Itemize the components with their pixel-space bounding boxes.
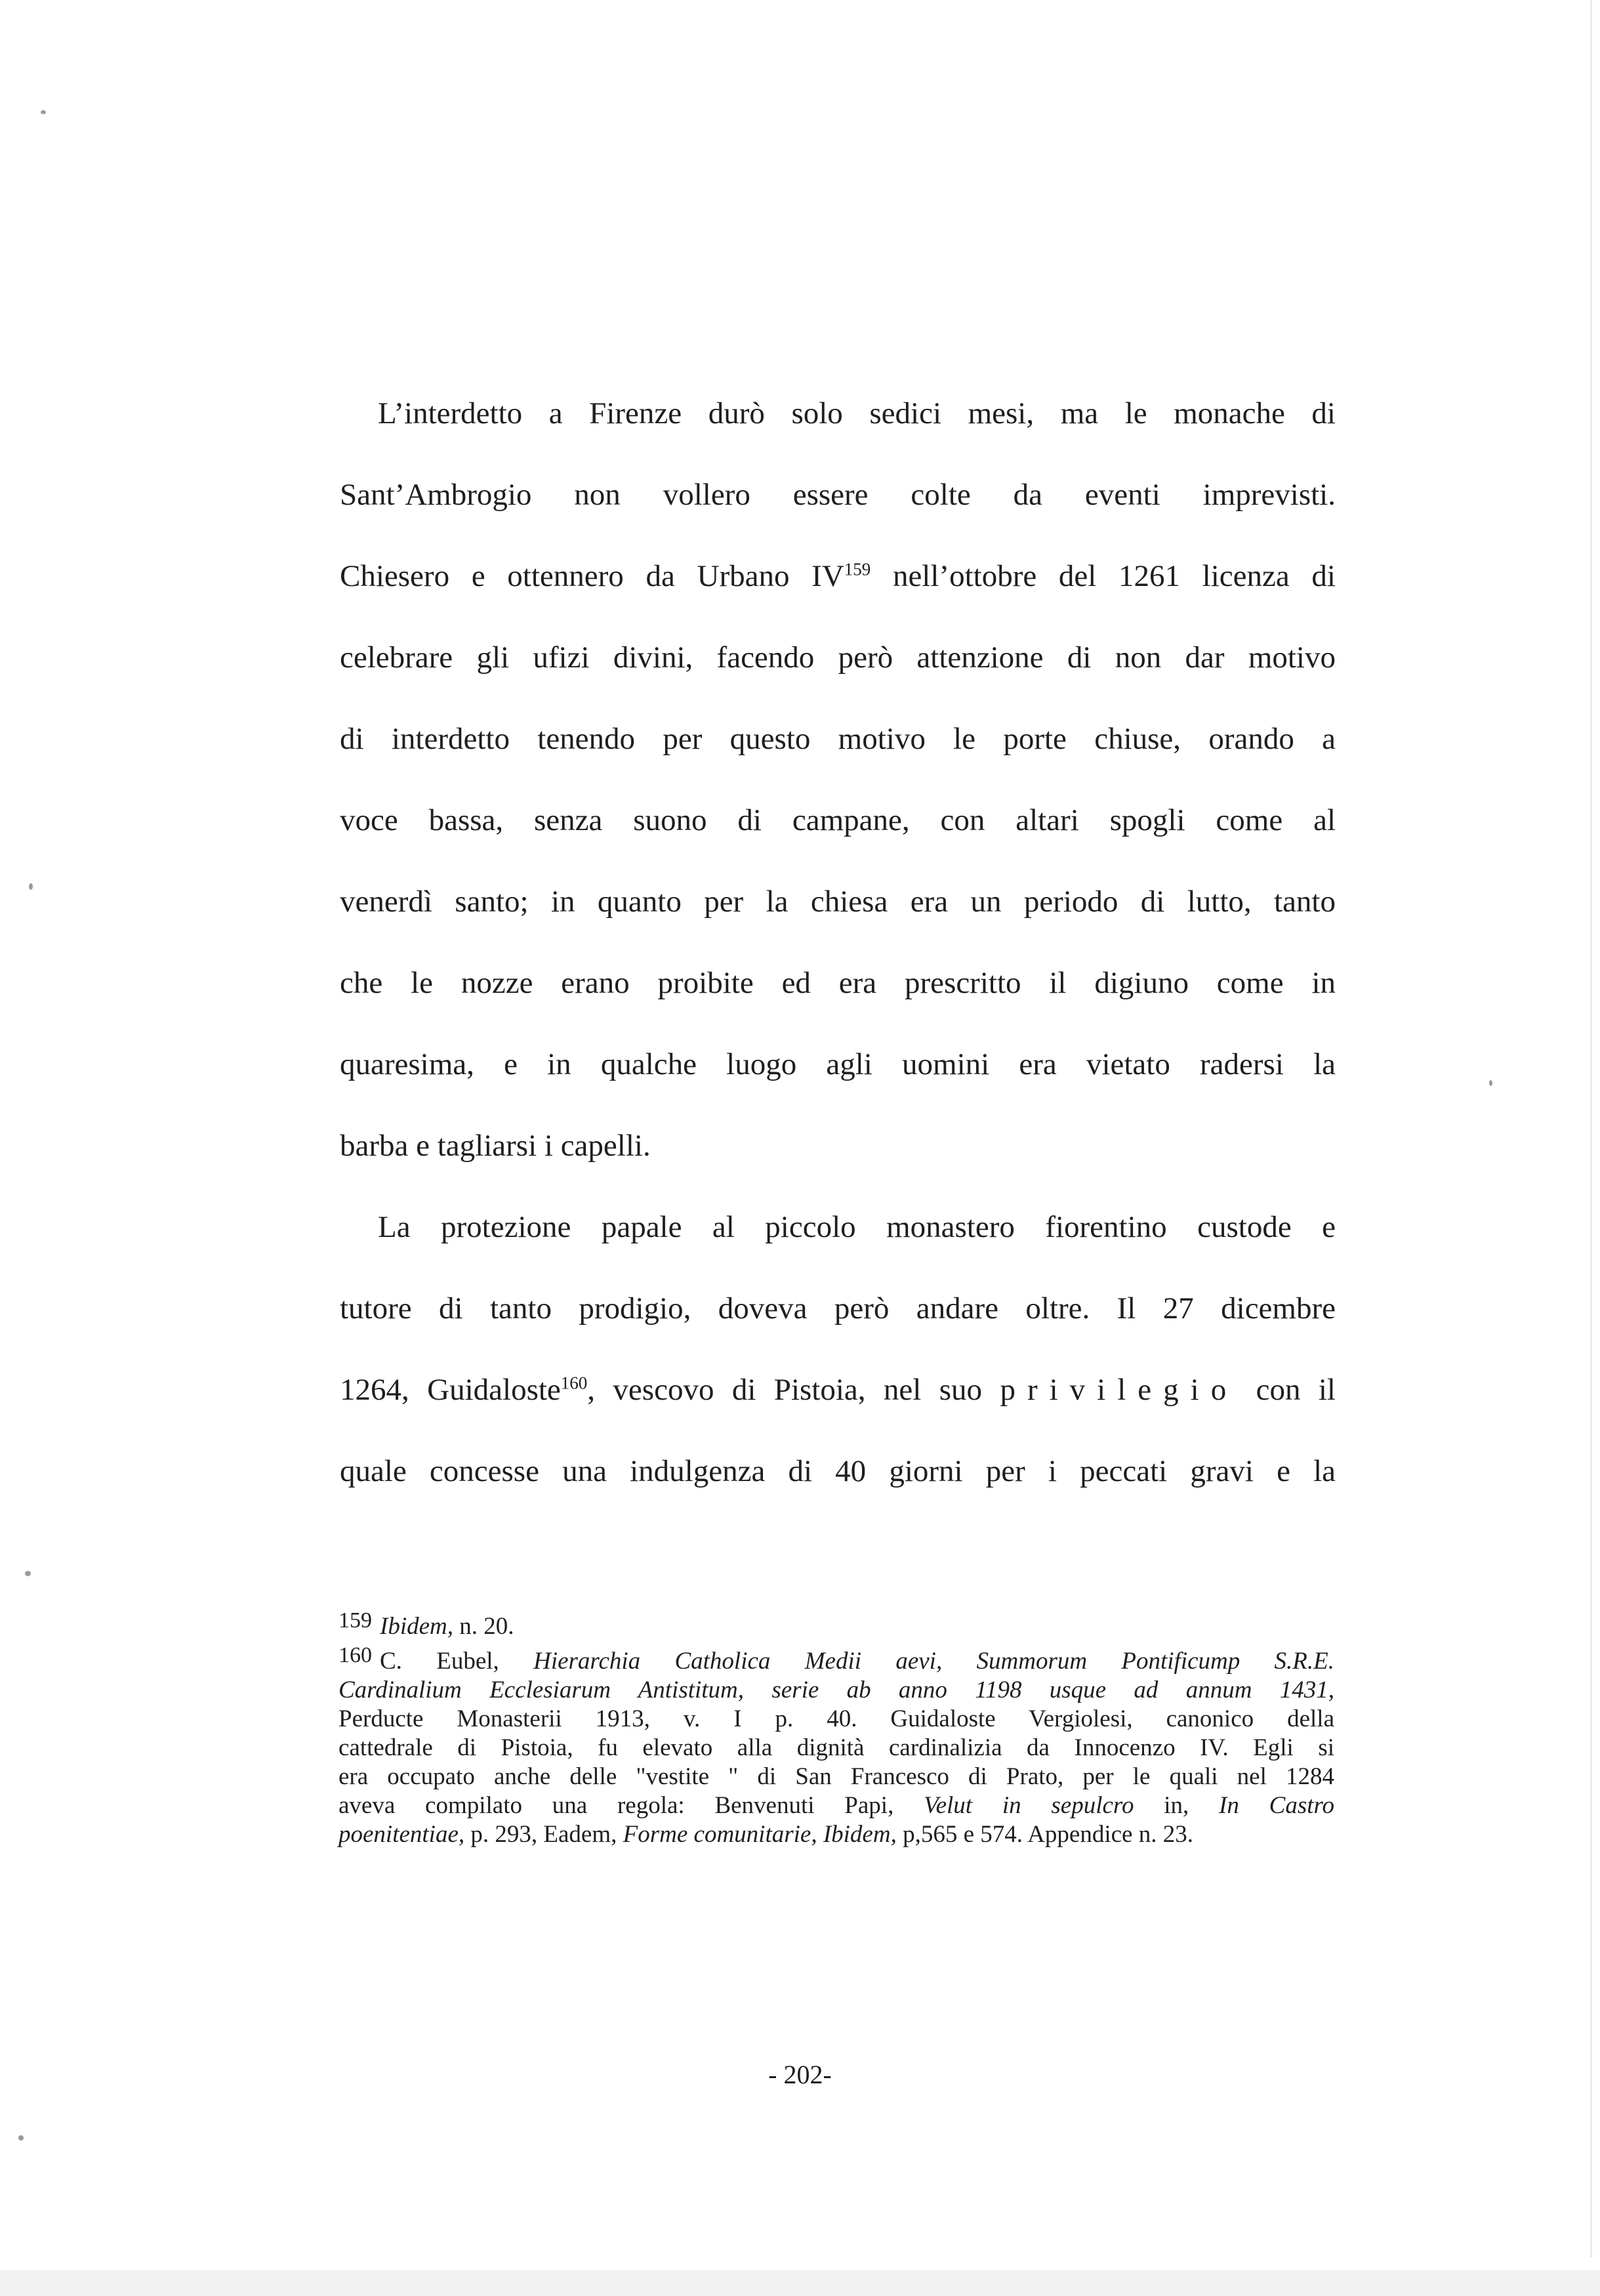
footnote-line: Perducte Monasterii 1913, v. I p. 40. Guidaloste Vergiolesi, canonico della <box>338 1705 1334 1732</box>
text-line: di interdetto tenendo per questo motivo le porte chiuse, orando a <box>340 722 1336 756</box>
footnote-line <box>338 1820 1334 1849</box>
page-edge <box>1590 0 1592 2257</box>
footnote-italic: Forme comunitarie, Ibidem, <box>623 1821 897 1848</box>
paragraph-2 <box>340 1186 1336 1512</box>
scan-speck <box>25 1571 31 1576</box>
text-line: quale concesse una indulgenza di 40 giorni per i peccati gravi e la <box>340 1454 1336 1488</box>
scan-speck <box>29 883 33 890</box>
footnote-italic: Velut in sepulcro <box>924 1792 1134 1819</box>
footnote-line <box>338 1641 1334 1676</box>
text-segment: Chiesero e ottennero da Urbano IV <box>340 559 844 593</box>
footnote-line <box>338 1676 1334 1705</box>
footnote-number: 160 <box>338 1643 372 1667</box>
footnote-160 <box>338 1641 1334 1849</box>
footnote-text: aveva compilato una regola: Benvenuti Papi, <box>338 1792 924 1819</box>
footnote-ref-160: 160 <box>560 1373 588 1393</box>
scan-speck <box>18 2135 24 2140</box>
footnotes <box>338 1606 1334 1849</box>
footnote-text: p. 293, Eadem, <box>464 1821 623 1848</box>
text-line: La protezione papale al piccolo monastero fiorentino custode e <box>378 1210 1336 1244</box>
page-number: - 202- <box>768 2060 832 2089</box>
scan-speck <box>41 110 46 114</box>
footnote-number: 159 <box>338 1608 372 1633</box>
text-line: voce bassa, senza suono di campane, con altari spogli come al <box>340 803 1336 837</box>
paragraph-1 <box>340 373 1336 1186</box>
footnote-text: in, <box>1134 1792 1220 1819</box>
footnote-line: cattedrale di Pistoia, fu elevato alla dignità cardinalizia da Innocenzo IV. Egli si <box>338 1734 1334 1761</box>
text-line: venerdì santo; in quanto per la chiesa era un periodo di lutto, tanto <box>340 885 1336 919</box>
text-segment: con il <box>1238 1373 1336 1407</box>
footnote-line: era occupato anche delle "vestite " di San Francesco di Prato, per le quali nel 1284 <box>338 1763 1334 1790</box>
text-line: che le nozze erano proibite ed era prescritto il digiuno come in <box>340 966 1336 1000</box>
footnote-italic: poenitentiae, <box>338 1821 465 1848</box>
text-line: celebrare gli ufizi divini, facendo però attenzione di non dar motivo <box>340 640 1336 675</box>
text-segment: 1264, Guidaloste <box>340 1373 561 1407</box>
text-line: L’interdetto a Firenze durò solo sedici mesi, ma le monache di <box>378 396 1336 430</box>
footnote-text: p,565 e 574. Appendice n. 23. <box>896 1821 1193 1848</box>
scan-speck <box>1489 1080 1492 1086</box>
footnote-italic: In Castro <box>1219 1792 1335 1819</box>
text-line: barba e tagliarsi i capelli. <box>340 1129 651 1163</box>
text-segment: , vescovo di Pistoia, nel suo <box>587 1373 1000 1407</box>
text-line: Sant’Ambrogio non vollero essere colte da eventi imprevisti. <box>340 478 1336 512</box>
footnote-159 <box>338 1606 1334 1641</box>
footnote-text: C. Eubel, <box>380 1648 534 1675</box>
footnote-ref-159: 159 <box>844 559 871 579</box>
text-segment: nell’ottobre del 1261 licenza di <box>871 559 1336 593</box>
page-bottom-border <box>0 2270 1600 2296</box>
footnote-text: n. 20. <box>453 1613 514 1640</box>
footnote-italic: Ibidem, <box>380 1613 453 1640</box>
text-line: quaresima, e in qualche luogo agli uomini era vietato radersi la <box>340 1047 1336 1081</box>
main-text <box>340 373 1336 1512</box>
text-line <box>340 1349 1336 1430</box>
spaced-word: privilegio <box>1000 1373 1239 1407</box>
text-line <box>340 535 1336 617</box>
footnote-line <box>338 1791 1334 1820</box>
footnote-italic: Hierarchia Catholica Medii aevi, Summorum Pontificump S.R.E. <box>533 1648 1335 1675</box>
footnote-italic: Cardinalium Ecclesiarum Antistitum, serie ab anno 1198 usque ad annum 1431, <box>338 1677 1334 1703</box>
text-line: tutore di tanto prodigio, doveva però andare oltre. Il 27 dicembre <box>340 1291 1336 1325</box>
